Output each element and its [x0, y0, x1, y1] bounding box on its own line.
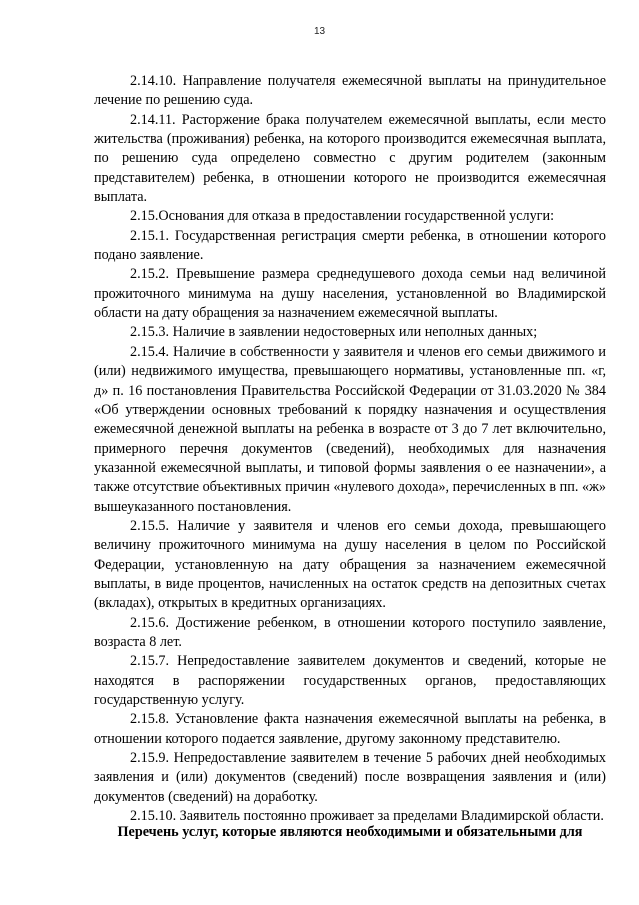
document-body — [94, 72, 606, 826]
paragraph-2-15-8: 2.15.8. Установление факта назначения ежемесячной выплаты на ребенка, в отношении которого подается заявление, другому законному представителю. — [94, 711, 606, 747]
paragraph-2-15-9: 2.15.9. Непредоставление заявителем в течение 5 рабочих дней необходимых заявления и (или) документов (сведений) после возвращения заявления и (или) документов (сведений) на доработку. — [94, 750, 606, 805]
paragraph-2-15: 2.15.Основания для отказа в предоставлении государственной услуги: — [130, 208, 555, 225]
paragraph-2-15-2: 2.15.2. Превышение размера среднедушевого дохода семьи над величиной прожиточного минимума на душу населения, установленной во Владимирской области на дату обращения за назначением ежемесячной выплаты. — [94, 266, 606, 322]
paragraph-2-15-1: 2.15.1. Государственная регистрация смерти ребенка, в отношении которого подано заявление. — [94, 227, 606, 264]
paragraph-2-15-7: 2.15.7. Непредоставление заявителем документов и сведений, которые не находятся в распоряжении государственных органов, предоставляющих государственную услугу. — [94, 653, 606, 708]
paragraph-2-15-4: 2.15.4. Наличие в собственности у заявителя и членов его семьи движимого и (или) недвижимого имущества, превышающего нормативы, установленные пп. «г, д» п. 16 постановления Правительства Российской Федерации от 31.03.2020 № 384 «Об утверждении основных требований к порядку назначения и осуществления ежемесячной денежной выплаты на ребенка в возрасте от 3 до 7 лет включительно, примерного перечня документов (сведений), необходимых для назначения указанной ежемесячной выплаты, и типовой формы заявления о ее назначении», а также отсутствие объективных причин «нулевого дохода», перечисленных в пп. «ж» вышеуказанного постановления. — [94, 343, 606, 515]
paragraph-2-15-3: 2.15.3. Наличие в заявлении недостоверных или неполных данных; — [130, 324, 538, 341]
section-heading: Перечень услуг, которые являются необходимыми и обязательными для — [117, 824, 583, 840]
paragraph-2-14-10: 2.14.10. Направление получателя ежемесячной выплаты на принудительное лечение по решению суда. — [94, 73, 606, 109]
paragraph-2-15-6: 2.15.6. Достижение ребенком, в отношении которого поступило заявление, возраста 8 лет. — [94, 614, 606, 650]
paragraph-2-14-11: 2.14.11. Расторжение брака получателем ежемесячной выплаты, если место жительства (проживания) ребенка, на которого производится ежемесячная выплата, по решению суда определено совместно с другим родителем (законным представителем) ребенка, в отношении которого не производится ежемесячная выплата. — [94, 111, 606, 206]
paragraph-2-15-10: 2.15.10. Заявитель постоянно проживает за пределами Владимирской области. — [130, 808, 604, 825]
page-number: 13 — [313, 26, 326, 37]
paragraph-2-15-5: 2.15.5. Наличие у заявителя и членов его семьи дохода, превышающего величину прожиточного минимума на душу населения в целом по Российской Федерации, установленную на дату обращения за назначением ежемесячной выплаты, в виде процентов, начисленных на остаток средств на депозитных счетах (вкладах), открытых в кредитных организациях. — [94, 517, 606, 612]
